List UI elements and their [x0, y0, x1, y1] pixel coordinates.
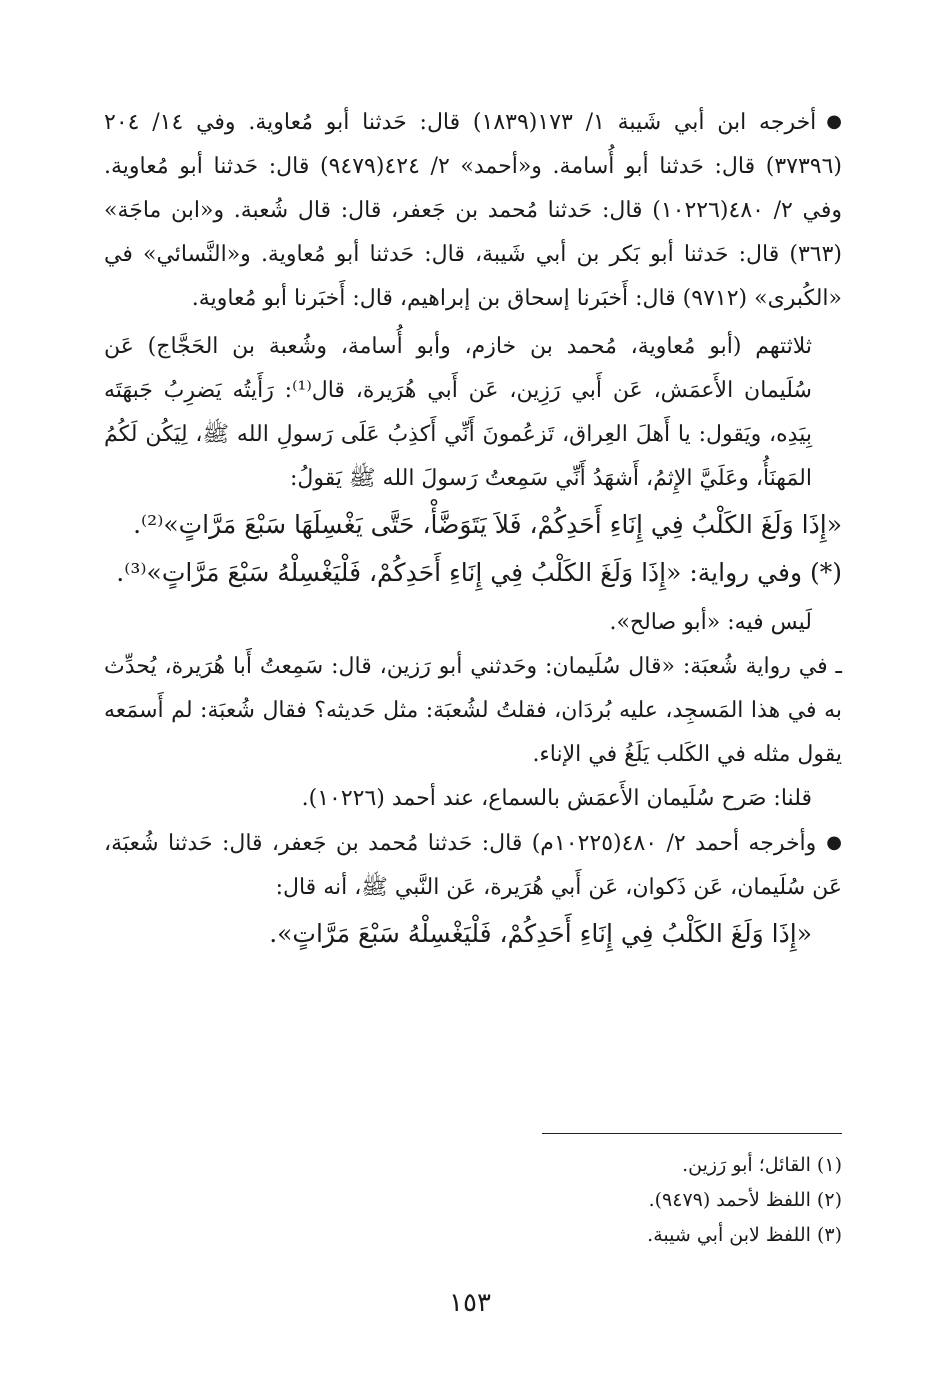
footnote-2: (٢) اللفظ لأحمد (٩٤٧٩). — [648, 1189, 842, 1211]
bullet-icon: ● — [826, 111, 843, 132]
page-number: ١٥٣ — [449, 1288, 491, 1318]
takhrij-text-2: وأخرجه أحمد ٢/ ٤٨٠(١٠٢٢٥م) قال: حَدثنا مُحمد بن جَعفر، قال: حَدثنا شُعبَة، عَن سُلَيمان، عَن ذَكوان، عَن أَبي هُرَيرة، عَن النَّبي ﷺ، أنه قال: — [104, 831, 842, 900]
narrators-paragraph: ثلاثتهم (أبو مُعاوية، مُحمد بن خازم، وأبو أُسامة، وشُعبة بن الحَجَّاج) عَن سُلَيمان الأَعمَش، عَن أَبي رَزِين، عَن أَبي هُرَيرة، قال⁽¹⁾: رَأَيتُه يَضرِبُ جَبهَتَه بِيَدِه، ويَقول: يا أَهلَ العِراق، تَزعُمونَ أَنِّي أَكذِبُ عَلَى رَسولِ الله ﷺ، لِيَكُن لَكُمُ المَهنَأُ، وعَلَيَّ الإِثمُ، أَشهَدُ أَنِّي سَمِعتُ رَسولَ الله ﷺ يَقولُ: — [104, 334, 812, 491]
note-no-abu-salih: لَيس فيه: «أبو صالح». — [609, 610, 812, 635]
takhrij-text-1: أخرجه ابن أبي شَيبة ١/ ١٧٣(١٨٣٩) قال: حَدثنا أبو مُعاوية. وفي ١٤/ ٢٠٤ (٣٧٣٩٦) قال: حَدثنا أبو أُسامة. و«أحمد» ٢/ ٤٢٤(٩٤٧٩) قال: حَدثنا أبو مُعاوية. وفي ٢/ ٤٨٠(١٠٢٢٦) قال: حَدثنا مُحمد بن جَعفر، قال: قال شُعبة. و«ابن ماجَة» (٣٦٣) قال: حَدثنا أبو بَكر بن أبي شَيبة، قال: حَدثنا أبو مُعاوية. و«النَّسائي» في «الكُبرى» (٩٧١٢) قال: أَخبَرنا إسحاق بن إبراهيم، قال: أَخبَرنا أبو مُعاوية. — [104, 110, 842, 311]
hadith-text-3: «إِذَا وَلَغَ الكَلْبُ فِي إِنَاءِ أَحَدِكُمْ، فَلْيَغْسِلْهُ سَبْعَ مَرَّاتٍ». — [269, 919, 812, 948]
hadith-text-1: «إِذَا وَلَغَ الكَلْبُ فِي إِنَاءِ أَحَدِكُمْ، فَلاَ يَتَوَضَّأْ، حَتَّى يَغْسِلَهَا سَبْعَ مَرَّاتٍ»⁽²⁾. — [133, 510, 842, 539]
hadith-riwaya-2: (*) وفي رواية: «إِذَا وَلَغَ الكَلْبُ فِي إِنَاءِ أَحَدِكُمْ، فَلْيَغْسِلْهُ سَبْعَ مَرَّاتٍ»⁽³⁾. — [116, 558, 842, 587]
page-body — [104, 100, 842, 958]
bullet-icon: ● — [826, 832, 843, 853]
footnote-3: (٣) اللفظ لابن أبي شيبة. — [647, 1224, 842, 1246]
shuba-riwaya-paragraph: ـ في رواية شُعبَة: «قال سُلَيمان: وحَدثني أبو رَزين، قال: سَمِعتُ أَبا هُرَيرة، يُحدِّث به في هذا المَسجِد، عليه بُردَان، فقلتُ لشُعبَة: مثل حَديثه؟ فقال شُعبَة: لم أَسمَعه يقول مثله في الكَلب يَلَغُ في الإناء. — [104, 654, 842, 767]
footnote-1: (١) القائل؛ أبو رَزين. — [682, 1154, 842, 1176]
takhrij-paragraph-2 — [104, 821, 842, 910]
sama-note-paragraph: قلنا: صَرح سُلَيمان الأَعمَش بالسماع، عند أحمد (١٠٢٢٦). — [301, 786, 812, 811]
footnote-separator — [542, 1133, 842, 1134]
footnotes — [104, 1148, 842, 1253]
takhrij-paragraph-1 — [104, 100, 842, 321]
